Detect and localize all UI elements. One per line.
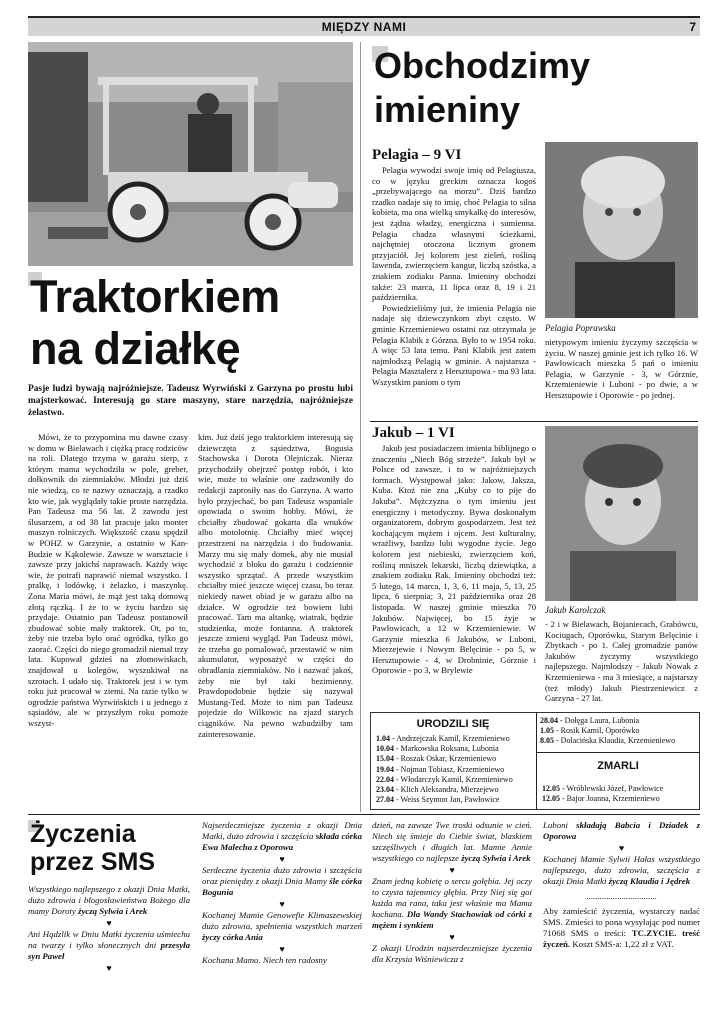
list-item-name: - Nojman Tobiasz, Krzemieniewo (394, 764, 505, 774)
sms-wish-4 (202, 865, 362, 898)
tractor-body-col1 (28, 432, 188, 810)
list-item-date: 8.05 (540, 736, 554, 746)
heart-icon: ♥ (618, 843, 625, 853)
sms-wish-1-text: Wszystkiego najlepszego z okazji Dnia Matki, dużo zdrowia i błogosławieństwa Bożego dla mamy Doroty (28, 884, 190, 916)
list-item-name: - Bajor Joanna, Krzemieniewo (560, 794, 660, 804)
heart-icon: ♥ (279, 854, 285, 864)
list-item (540, 716, 698, 726)
heart-icon: ♥ (106, 918, 112, 928)
sms-wish-8-text: Znam jedną kobietę o sercu gołębia. Jej oczy to czysta tajemnicy głębia. Przy Niej się goi każda ma rana, taka jest właśnie ma Mama kochana. (372, 876, 532, 919)
list-item-name: - Rosik Kamil, Oporówko (554, 726, 640, 736)
sms-cost: Koszt SMS-a: 1,22 zł z VAT. (572, 939, 674, 949)
zmarli-title: ZMARLI (597, 760, 639, 772)
pelagia-caption: Pelagia Poprawska (545, 323, 616, 333)
sms-wish-2 (28, 929, 190, 962)
column-divider (360, 42, 361, 812)
sms-wish-5-sig: życzy córka Ania (202, 932, 263, 942)
sms-wish-3 (202, 820, 362, 853)
list-item-date: 19.04 (376, 764, 394, 774)
sms-wish-11-text: Kochanej Mamie Sylwii Hałas wszystkiego najlepszego, dużo zdrowia, szczęścia z okazji Dnia Matki (543, 854, 700, 886)
dotted-separator: ................................ (586, 891, 657, 901)
sms-wish-7-text: dzień, na zawsze Twe troski odsunie w cień. Niech się śmieje do Ciebie świat, blaskiem szczęśliwych i długich lat. Mamie Annie wszystkiego co najlepsze (372, 820, 532, 863)
tractor-body-col2 (198, 432, 353, 810)
pelagia-photo (545, 142, 698, 318)
sms-col2 (202, 820, 362, 966)
list-item (376, 734, 534, 744)
sms-col4 (543, 820, 700, 950)
sms-wish-2-text: Ani Hądzlik w Dniu Matki życzenia uśmiechu na twarzy i tylko słonecznych dni (28, 929, 190, 950)
pelagia-text-continued: nietypowym imieniu życzymy szczęścia w życiu. W naszej gminie jest ich tylko 16. W Pawłowicach mieszka 5 pań o imieniu Pelagia, w Garzynie - 3, w Górznie, Krzemieniewie i Luboni - po dwie, a w Hersztupowie i Oporowie - po jednej. (545, 337, 698, 400)
jakub-text-continued: - 2 i w Bielawach, Bojaniecach, Grabówcu, Kociugach, Oporówku, Starym Belęcinie i Zbytkach - po 1. Całej gromadzie panów Jakubów życzymy wszystkiego najlepszego. Najmłodszy - Jakub Nowak z Krzemieniewa - ma 3 miesiące, a najstarszy (też młody) Jakub Piestrzeniewicz z Garzyna - 27 lat. (545, 619, 698, 704)
heart-icon: ♥ (279, 944, 285, 954)
sms-title-line1: Życzenia (30, 820, 136, 848)
page-number: 7 (689, 20, 696, 34)
sms-wish-10-sig: składają Babcia i Dziadek z Oporowa (543, 820, 700, 841)
urodzili-list-continued (540, 716, 698, 747)
list-item-date: 28.04 (540, 716, 558, 725)
list-item (376, 785, 534, 795)
list-item-name: - Weiss Szymon Jan, Pawłowice (394, 795, 500, 805)
jakub-caption: Jakub Karolczak (545, 605, 606, 615)
imieniny-title-line2: imieniny (374, 89, 521, 130)
list-item-date: 22.04 (376, 774, 394, 784)
sms-wish-7-sig: życzą Sylwia i Arek (461, 853, 531, 863)
jakub-heading: Jakub – 1 VI (372, 425, 455, 441)
pelagia-photo-image (545, 142, 698, 318)
page-header (28, 16, 700, 36)
list-item (376, 765, 534, 775)
heart-icon: ♥ (106, 963, 112, 973)
list-item-date: 12.05 (542, 784, 560, 793)
pelagia-text-p1: Pelagia wywodzi swoje imię od Pelagiusza, co w języku greckim oznacza kogoś „przebywającego na morzu”. Dziś bardzo rzadko nadaje się to imię, choć Pelagia to silna kobieta, ma ona wielką smykałkę do interesów, jest żądna władzy, energiczna i sumienna. Pelagia chadza własnymi ścieżkami, najchętniej otoczona licznym gronem przyjaciół. Jej kolorem jest zieleń, rośliną lawenda, zwierzęciem kangur, liczbą szóstka, a znakiem zodiaku Panna. Imieniny obchodzi także: 23 marca, 11 lipca oraz 8, 19 i 21 października. (372, 165, 536, 303)
list-item-name: - Wróblewski Józef, Pawłowice (560, 784, 664, 793)
sms-instructions (543, 906, 700, 950)
jakub-text (372, 443, 536, 707)
list-item (542, 784, 698, 794)
sms-wish-4-text: Serdeczne życzenia dużo zdrowia i szczęścia oraz pieniędzy z okazji Dnia Mamy (202, 865, 362, 886)
sms-wish-11-sig: życzą Klaudia i Jędrek (608, 876, 691, 886)
sms-wish-11 (543, 854, 700, 887)
pelagia-text (372, 165, 536, 417)
pelagia-text-p2: Powiedzieliśmy już, że imienia Pelagia nie nadaje się dziewczynkom zbyt często. W gminie Krzemieniewo ostatni raz otrzymała je Pelagia Klabik z Górzna. Było to w 1954 roku. A więc 53 lata temu. Pani Klabik jest zatem najmłodszą Pelagią w gminie. A najstarsza - Pelagia Masztalerz z Hersztupowa - ma 93 lata. Wszystkim paniom o tym (372, 302, 536, 387)
list-item-name: - Klich Aleksandra, Mierzejewo (394, 785, 499, 795)
heart-icon: ♥ (449, 865, 455, 875)
sms-section-divider (28, 814, 700, 815)
list-item (376, 795, 534, 805)
sms-wish-3-text: Najserdeczniejsze życzenia z okazji Dnia Matki, dużo zdrowia i szczęścia (202, 820, 362, 841)
pelagia-jakub-divider (370, 421, 698, 422)
sms-wish-7 (372, 820, 532, 864)
sms-wish-1-sig: życzą Sylwia i Arek (78, 906, 148, 916)
zmarli-list (542, 784, 698, 804)
urodzili-box-divider (536, 712, 537, 810)
list-item-name: - Dolacińska Klaudia, Krzemieniewo (554, 736, 676, 746)
sms-wish-5 (202, 910, 362, 943)
jakub-photo-image (545, 426, 698, 601)
list-item-date: 15.04 (376, 754, 394, 764)
sms-col1 (28, 884, 190, 974)
imieniny-title-line1: Obchodzimy (374, 45, 591, 86)
list-item (376, 744, 534, 754)
list-item-date: 1.05 (540, 726, 554, 736)
sms-wish-8-sig: Dla Wandy Stachowiak od córki z mężem i synkiem (372, 909, 533, 930)
list-item (542, 794, 698, 804)
zmarli-top-divider (536, 752, 700, 753)
tractor-title-line2: na działkę (30, 323, 241, 374)
list-item-date: 1.04 (376, 734, 390, 743)
sms-code: TC.ZYCIE. treść życzeń. (543, 928, 701, 949)
urodzili-list (376, 734, 534, 805)
list-item-name: - Włodarczyk Kamil, Krzemieniewo (394, 774, 513, 784)
tractor-title-line1: Traktorkiem (30, 271, 280, 322)
tractor-body-col2-text: kim. Już dziś jego traktorkiem interesują się dziewczęta z sąsiedztwa, Bogusia Stachowska i Dorota Olejniczak. Nieraz przychodziły obejrzeć postęp robót, i kto wie, może to właśnie one zadzwoniły do redakcji zaprosiły nas do Garzyna. A warto było przyjechać, bo pan Tadeusz wspaniale opowiada o swoim hobby. Mówi, że chciałby zbudować gokarta dla wnuków albo motolotnię. Chciałby mieć więcej przestrzeni na narzędzia i do budowania. Marzy mu się mały domek, aby nie musiał wychodzić z bloku do garażu i codziennie wszystko sprzątać. A przede wszystkim chciałby mieć jeszcze więcej czasu, bo teraz niekiedy nawet obiad je w garażu albo na działce. W ogrodzie też bowiem lubi pracować. Tam ma altankę, wiatrak, będzie studzienka, może fontanna. A traktorek jeszcze zmieni wygląd. Pan Tadeusz mówi, że trzeba go pomalować, przestawić w nim akumulator, wyposażyć w części do obradlania ziemniaków. No i nazwać jakoś, żeby nie był taki bezimienny. Prawdopodobnie będzie się nazywał Mustang-Ted. Może to nim pan Tadeusz pojedzie do Wilkowic na zjazd starych ciągników. Na pewno wzbudziłby tam zainteresowanie. (198, 432, 353, 739)
tractor-photo (28, 42, 353, 266)
heart-icon: ♥ (449, 932, 455, 942)
list-item (540, 736, 698, 746)
pelagia-heading: Pelagia – 9 VI (372, 147, 462, 163)
list-item-name: - Andrzejczak Kamil, Krzemieniewo (390, 734, 510, 743)
list-item-name: - Markowska Roksana, Lubonia (394, 744, 499, 754)
section-title: MIĘDZY NAMI (321, 20, 407, 34)
sms-wish-10-text: Luboni (543, 820, 568, 830)
list-item-date: 12.05 (542, 794, 560, 804)
sms-wish-1 (28, 884, 190, 917)
sms-wish-4-sig: śle córka Bogunia (202, 876, 362, 897)
jakub-text-p1: Jakub jest posiadaczem imienia biblijnego o znaczeniu „Niech Bóg strzeże”. Jakub był w Polsce od zawsze, i to w najróżniejszych formach. Występował jako: Jakow, Jaksza, Kuba. Ktoż nie zna „Kuby co to pije do Jakuba”. Mężczyzna o tym imieniu jest energiczny i metodyczny. Bywa doskonałym organizatorem, dobrym gospodarzem. Jest też kochającym mężem i ojcem. Jest kulturalny, wrażliwy, bardzo lubi wygodne życie. Jego kolorem jest niebieski, zwierzęciem koń, rośliną mniszek lekarski, liczbą dziewiątka, a znakiem zodiaku Rak. Imieniny obchodzi też: 5 lutego, 14 marca, 1, 3, 6, 11 maja, 5, 13, 25 lipca, 6 sierpnia; 3, 21 października oraz 28 listopada. W naszej gminie mieszka 70 Jakubów. Najwięcej, bo 15 żyje w Pawłowicach, a 12 w Krzemieniewie. W Garzynie mieszka 6 Jakubów, w Luboni, Mierzejewie i Nowym Belęcinie - po 5, w Hersztupowie - 4, w Drobninie, Górznie i Oporowie - po 3, w Brylewie (372, 443, 536, 676)
list-item-date: 23.04 (376, 785, 394, 795)
list-item-date: 27.04 (376, 795, 394, 805)
heart-icon: ♥ (279, 899, 285, 909)
list-item (376, 775, 534, 785)
tractor-lead: Pasje ludzi bywają najróżniejsze. Tadeusz Wyrwiński z Garzyna po prostu lubi majsterkować. Interesują go stare maszyny, stare narzędzia, najróżniejsze żelastwo. (28, 384, 353, 418)
sms-wish-3-sig: składa córka Ewa Malecha z Oporowa (202, 831, 362, 852)
list-item-date: 10.04 (376, 744, 394, 754)
list-item-name: - Dołęga Laura, Lubonia (558, 716, 640, 725)
urodzili-title: URODZILI SIĘ (416, 718, 490, 730)
sms-col3 (372, 820, 532, 965)
sms-title-line2: przez SMS (30, 848, 156, 876)
list-item (540, 726, 698, 736)
jakub-photo (545, 426, 698, 601)
sms-wish-2-sig: przesyła syn Paweł (28, 940, 190, 961)
list-item (376, 754, 534, 764)
tractor-photo-image (28, 42, 353, 266)
sms-instructions-text: Aby zamieścić życzenia, wystarczy nadać SMS. Zmieści to pona wysyłając pod numer 71068 SMS o treści: (543, 906, 700, 938)
sms-wish-6: Kochana Mamo. Niech ten radosny (202, 955, 327, 965)
sms-wish-10 (543, 820, 700, 842)
list-item-name: - Roszak Oskar, Krzemieniewo (394, 754, 497, 764)
sms-wish-8 (372, 876, 532, 931)
sms-wish-5-text: Kochanej Mamie Genowefie Klimaszewskiej dużo zdrowia, spełnienia wszystkich marzeń (202, 910, 362, 931)
tractor-body-col1-text: Mówi, że to przypomina mu dawne czasy w domu w Bielawach i ciężką pracę rodziców na roli. Dlatego trzyma w garażu sierp, z którym mama wychodziła w pole, greber, dołkownik do ziemniaków. Młodzi już dziś nie wiedzą, co te nazwy oznaczają, a rzadko kto wie, jak wyglądały takie proste narzędzia. Pan Tadeusz ma 56 lat. Z zawodu jest ślusarzem, a od 38 lat pracuje jako monter maszyn rolniczych. Większość czasu spędził w POHZ w Garzynie, a ostatnio w Kan-Budzie w Kąkolewie. Zawsze w warsztacie i zawsze przy jakichś naprawach. Każdy więc wie, że potrafi naprawić niemal wszystko. I pralkę, i lodówkę, i żelazko, i maszynkę. Zona Maria mówi, że mąż jest taką domową złotą rączką. I że to w życiu bardzo się przydaje. Ostatnio pan Tadeusz postanowił zbudować sobie mały traktorek. Ot, po to, żeby nie trzeba było orać ogródka, tylko go zaorać. Części do niego gromadził niemal trzy lata. Kupował gdzieś na złomowiskach, znajdował u kolegów, wyszukiwał na szrotach. I udało się. Traktorek jest i w tym roku już pracował w ziemi. Na razie tylko w ogrodzie państwa Wyrwińskich i u jednego z sąsiadów, ale w przyszłym roku pomoże wszyst- (28, 432, 188, 729)
sms-wish-9: Z okazji Urodzin najserdeczniejsze życzenia dla Krzysia Wiśniewicza z (372, 943, 532, 964)
